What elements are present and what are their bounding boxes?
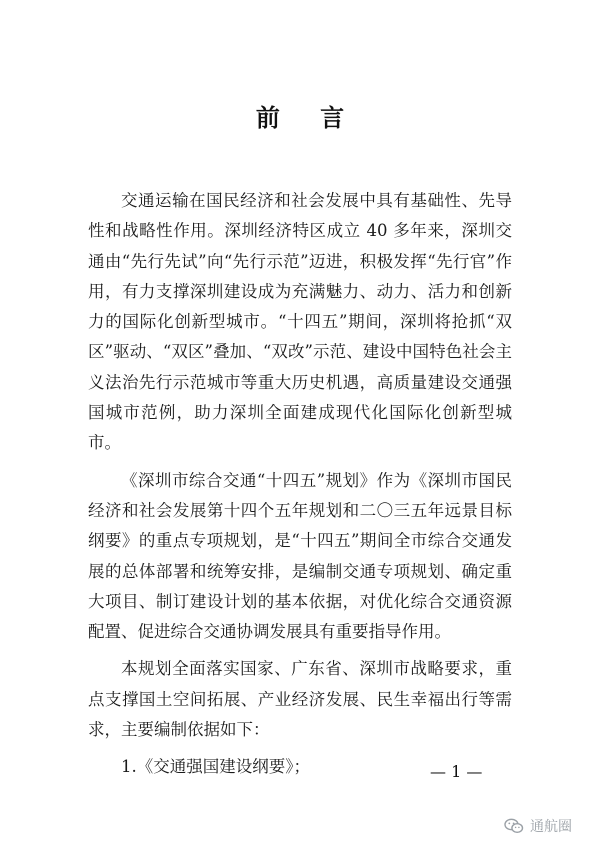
- page-title: 前 言: [255, 104, 361, 132]
- list-item-1: 1.《交通强国建设纲要》；: [121, 757, 310, 777]
- watermark-label: 通航圈: [530, 819, 572, 835]
- document-body: [88, 186, 512, 783]
- page-number: — 1 —: [430, 762, 483, 781]
- wechat-icon: [504, 818, 524, 834]
- paragraph-1: 交通运输在国民经济和社会发展中具有基础性、先导性和战略性作用。深圳经济特区成立 40 多年来，深圳交通由“先行先试”向“先行示范”迈进，积极发挥“先行官”作用，有力支撑深圳建设成为充满魅力、动力、活力和创新力的国际化创新型城市。“十四五”期间，深圳将抢抓“双区”驱动、“双区”叠加、“双改”示范、建设中国特色社会主义法治先行示范城市等重大历史机遇，高质量建设交通强国城市范例，助力深圳全面建成现代化国际化创新型城市。: [88, 191, 512, 453]
- paragraph-3: 本规划全面落实国家、广东省、深圳市战略要求，重点支撑国土空间拓展、产业经济发展、民生幸福出行等需求，主要编制依据如下：: [88, 659, 512, 740]
- paragraph-2: 《深圳市综合交通“十四五”规划》作为《深圳市国民经济和社会发展第十四个五年规划和二〇三五年远景目标纲要》的重点专项规划，是“十四五”期间全市综合交通发展的总体部署和统筹安排，是编制交通专项规划、确定重大项目、制订建设计划的基本依据，对优化综合交通资源配置、促进综合交通协调发展具有重要指导作用。: [88, 470, 512, 642]
- watermark: [504, 816, 572, 836]
